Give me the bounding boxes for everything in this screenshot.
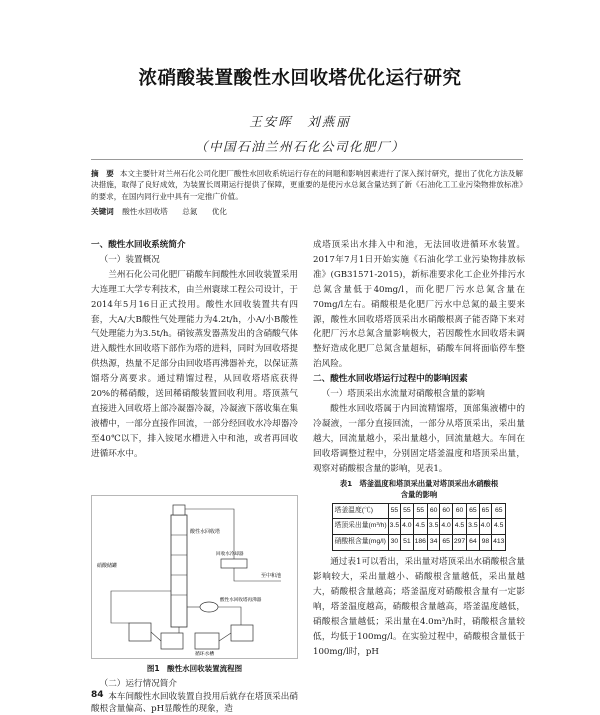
row-header: 硝酸根含量(mg/l)	[332, 535, 388, 551]
table-cell: 51	[401, 535, 413, 551]
table-cell: 413	[492, 535, 506, 551]
table-cell: 4.0	[401, 519, 413, 535]
table-cell: 30	[388, 535, 400, 551]
table-cell: 65	[479, 503, 491, 519]
table-cell: 3.5	[467, 519, 479, 535]
table-cell: 64	[467, 535, 479, 551]
subsection-heading: （一）装置概况	[99, 254, 160, 265]
tank-shape	[231, 625, 253, 641]
keywords-label: 关键词	[91, 207, 114, 216]
affiliation: （中国石油兰州石化公司化肥厂）	[194, 139, 405, 154]
right-column	[313, 238, 525, 660]
abstract-text: 本文主要针对兰州石化公司化肥厂酸性水回收系统运行存在的问题和影响因素进行了深入探讨研究，提出了优化方法及解决措施，取得了良好成效，为装置长周期运行提供了保障，更重要的是使污水总氮含量达到了新《石油化工工业污染物排放标准》的要求，在国内同行业中具有一定推广价值。	[91, 169, 523, 201]
paragraph: 通过表1可以看出，采出量对塔顶采出水硝酸根含量影响较大，采出量越小、硝酸根含量越低，采出量越大，硝酸根含量越高；塔釜温度对硝酸根含量有一定影响，塔釜温度越高，硝酸根含量越高，塔釜温度越低，硝酸根含量越低；采出量在4.0m³/h时，硝酸根含量较低，均低于100mg/l。在实验过程中，硝酸根含量低于100mg/l时，pH	[313, 557, 525, 657]
diagram-label: 酸性水回收塔再沸器	[220, 597, 262, 602]
row-header: 塔釜温度(℃)	[332, 503, 388, 519]
table-caption: 表1 塔釜温度和塔顶采出量对塔顶采出水硝酸根	[339, 478, 499, 488]
left-column-end	[91, 691, 298, 714]
table-cell: 65	[492, 503, 506, 519]
table-cell: 60	[452, 503, 466, 519]
abstract-label: 摘 要	[91, 169, 114, 178]
keyword: 酸性水回收塔	[122, 207, 168, 216]
left-column	[91, 238, 298, 462]
table-cell: 60	[427, 503, 439, 519]
table-cell: 4.5	[492, 519, 506, 535]
figure-1	[91, 495, 298, 673]
process-flow-diagram	[91, 495, 298, 659]
table-cell: 34	[427, 535, 439, 551]
subsection-heading: （二）运行情况简介	[99, 679, 177, 689]
paper-title: 浓硝酸装置酸性水回收塔优化运行研究	[138, 68, 462, 89]
abstract	[91, 168, 523, 202]
table-cell: 55	[401, 503, 413, 519]
paragraph: 本车间酸性水回收装置自投用后就存在塔顶采出硝酸根含量偏高、pH显酸性的现象，造	[91, 692, 298, 714]
subsection-heading: （一）塔顶采出水流量对硝酸根含量的影响	[321, 389, 485, 400]
table-cell: 65	[440, 535, 452, 551]
keywords	[91, 206, 523, 217]
diagram-label: 回收水冷却器	[216, 551, 244, 556]
cooler-shape	[221, 559, 247, 568]
keyword: 总氮	[182, 207, 198, 216]
row-header: 塔顶采出量(m³/h)	[332, 519, 388, 535]
tank-shape	[129, 623, 151, 641]
reboiler-shape	[200, 602, 218, 612]
diagram-label: 硝酸储罐	[97, 563, 118, 569]
table-cell: 55	[388, 503, 400, 519]
table-cell: 3.5	[427, 519, 439, 535]
table-cell: 186	[413, 535, 427, 551]
section-heading-1: 一、酸性水回收系统简介	[91, 240, 186, 250]
data-table	[332, 503, 507, 552]
diagram-label: 酸性水回收塔	[190, 529, 221, 535]
keyword: 优化	[211, 207, 227, 216]
header-rule	[91, 159, 523, 160]
table-row	[332, 503, 506, 519]
paragraph: 酸性水回收塔属于内回流精馏塔，顶部集液槽中的冷凝液，一部分直接回流，一部分从塔顶采出，采出量越大，回流量越小，采出量越小，回流量越大。车间在回收塔调整过程中，分别固定塔釜温度和塔顶采出量，观察对硝酸根含量的影响，见表1。	[313, 403, 525, 474]
figure-caption: 图1 酸性水回收装置流程图	[146, 664, 243, 673]
table-cell: 3.5	[388, 519, 400, 535]
table-cell: 4.0	[479, 519, 491, 535]
table-cell: 55	[413, 503, 427, 519]
table-cell: 60	[440, 503, 452, 519]
table-cell: 4.5	[452, 519, 466, 535]
left-column-bottom	[91, 677, 298, 692]
table-row	[332, 519, 506, 535]
table-cell: 65	[467, 503, 479, 519]
table-cell: 98	[479, 535, 491, 551]
authors: 王安晖 刘燕丽	[249, 114, 351, 129]
section-heading-2: 二、酸性水回收塔运行过程中的影响因素	[313, 374, 468, 385]
table-cell: 4.0	[440, 519, 452, 535]
page-number: 84	[91, 690, 104, 700]
table-cell: 4.5	[413, 519, 427, 535]
table-cell: 297	[452, 535, 466, 551]
tank-shape	[195, 633, 219, 649]
paragraph: 兰州石化公司化肥厂硝酸车间酸性水回收装置采用大连理工大学专利技术，由兰州寰球工程公司设计，于2014年5月16日正式投用。酸性水回收装置共有四套，大A/大B酸性气处理能力为4.2t/h，小A/小B酸性气处理能力为3.5t/h。硝铵蒸发器蒸发出的含硝酸气体进入酸性水回收塔下部作为塔的进料，同时为回收塔提供热源，热量不足部分由回收塔再沸器补充，以保证蒸馏塔分离要求。通过精馏过程，从回收塔塔底获得20%的稀硝酸，送回稀硝酸装置回收利用。塔顶蒸气直接进入回收塔上部冷凝器冷凝，冷凝液下落收集在集液槽中，一部分直接作回流，一部分经回收水冷却器冷至40℃以下，排入铵尾水槽进入中和池，或者再回收进循环水中。	[91, 269, 298, 459]
diagram-label: 至中和池	[261, 573, 282, 579]
table-caption-cont: 含量的影响	[400, 489, 438, 499]
tank-shape	[161, 633, 183, 649]
paragraph: 成塔顶采出水排入中和池，无法回收进循环水装置。2017年7月1日开始实施《石油化学工业污染物排放标准》(GB31571-2015)，新标准要求化工企业外排污水总氮含量低于40mg/l，而化肥厂污水总氮含量在70mg/l左右。硝酸根是化肥厂污水中总氮的最主要来源，酸性水回收塔塔顶采出水硝酸根离子能否降下来对化肥厂污水总氮含量影响极大，若因酸性水回收塔未调整好造成化肥厂总氮含量超标，硝酸车间将面临停车整治风险。	[313, 240, 525, 370]
diagram-label: 循环水槽	[195, 652, 215, 657]
table-row	[332, 535, 506, 551]
recovery-tower-shape	[171, 515, 187, 627]
